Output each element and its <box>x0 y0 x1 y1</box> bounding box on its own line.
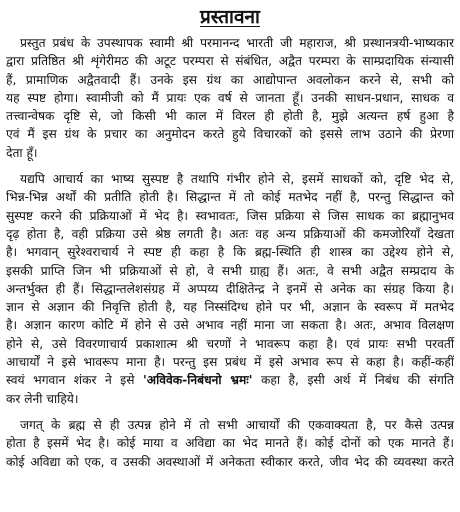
text-line: द्वारा प्रतिष्ठित श्री शृंगेरीमठ की अटूट परम्परा से संबंधित, अद्वैत परम्परा के साम्प्रदायिक संन्यासी <box>6 54 454 69</box>
text-line: कर लेनी चाहिये। <box>6 391 79 406</box>
text-line: भिन्न-भिन्न अर्थों की प्रतीति होती है। सिद्धान्त में तो कोई मतभेद नहीं है, परन्तु सिद्धान्त को <box>6 190 454 205</box>
text-line: होता है इसमें भेद है। कोई माया व अविद्या का भेद मानते हैं। कोई दोनों को एक मानते हैं। <box>6 436 454 451</box>
text-line: है। भगवान् सुरेश्वराचार्य ने स्पष्ट ही कहा है कि ब्रह्म-स्थिति ही शास्त्र का उद्देश्य होने से, <box>6 245 454 260</box>
text-line: अन्तर्भुक्त ही हैं। सिद्धान्तलेशसंग्रह में अप्पय्य दीक्षितेन्द्र ने इनमें से अनेक का संग्रह किया है। <box>6 281 454 296</box>
page-title: प्रस्तावना <box>200 6 260 28</box>
quoted-phrase: 'अविवेक-निबंधनो भ्रमः' <box>143 373 253 388</box>
text-line: यह स्पष्ट होगा। स्वामीजी को मैं प्रायः एक वर्ष से जानता हूँ। उनकी साधन-प्रधान, साधक व <box>6 90 454 105</box>
paragraph <box>6 170 454 408</box>
text-segment: स्वयं भगवान शंकर ने इसे <box>6 373 144 388</box>
text-line <box>6 371 454 389</box>
paragraph <box>6 416 454 471</box>
text-line: कोई अविद्या को एक, व उसकी अवस्थाओं में अनेकता स्वीकार करते, जीव भेद की व्यवस्था करते <box>6 454 454 469</box>
text-line: ज्ञान से अज्ञान की निवृत्ति होती है, यह निस्संदिग्ध होने पर भी, अज्ञान के स्वरूप में मतभेद <box>6 300 454 315</box>
text-line: है। अज्ञान कारण कोटि में होने से उसे अभाव नहीं माना जा सकता है। अतः, अभाव विलक्षण <box>6 318 454 333</box>
text-line: दृढ़ होता है, वही प्रक्रिया उसे श्रेष्ठ लगती है। अतः वह अन्य प्रक्रियाओं की कमजोरियाँ देखता <box>6 226 454 241</box>
text-line: यद्यपि आचार्य का भाष्य सुस्पष्ट है तथापि गंभीर होने से, इसमें साधकों को, दृष्टि भेद से, <box>20 172 454 187</box>
text-segment: कहा है, इसी अर्थ में निबंध की संगति <box>252 373 455 388</box>
text-line: हैं, प्रामाणिक अद्वैतवादी हैं। उनके इस ग्रंथ का आद्योपान्त अवलोकन करने से, सभी को <box>6 72 454 87</box>
paragraph <box>6 34 454 162</box>
text-line: आचार्यों ने इसे भावरूप माना है। परन्तु इस प्रबंध में इसे अभाव रूप से कहा है। कहीं-कहीं <box>6 355 454 370</box>
text-line: प्रस्तुत प्रबंध के उपस्थापक स्वामी श्री परमानन्द भारती जी महाराज, श्री प्रस्थानत्रयी-भाष्यकार <box>20 36 454 50</box>
text-line: जगत् के ब्रह्म से ही उत्पन्न होने में तो सभी आचार्यों की एकवाक्यता है, पर कैसे उत्पन्न <box>20 417 454 432</box>
text-line: होने से, उसे विवरणाचार्य प्रकाशात्म श्री चरणों ने भावरूप कहा है। एवं प्रायः सभी परवर्ती <box>6 336 454 351</box>
text-line: तत्त्वान्वेषक दृष्टि से, जो किसी भी काल में विरल ही होती है, मुझे अत्यन्त हर्ष हुआ है <box>6 109 454 124</box>
text-line: देता हूँ। <box>6 145 38 160</box>
text-line: इसकी प्राप्ति जिन भी प्रक्रियाओं से हो, वे सभी ग्राह्य हैं। अतः, वे सभी अद्वैत सम्प्रदाय के <box>6 263 454 278</box>
text-line: सुस्पष्ट करने की प्रक्रियाओं में भेद है। स्वभावतः, जिस प्रक्रिया से जिस साधक का ब्रह्मानुभव <box>6 208 454 223</box>
text-line: एवं मैं इस ग्रंथ के प्रचार का अनुमोदन करते हुये विचारकों को इससे लाभ उठाने की प्रेरणा <box>6 127 454 142</box>
